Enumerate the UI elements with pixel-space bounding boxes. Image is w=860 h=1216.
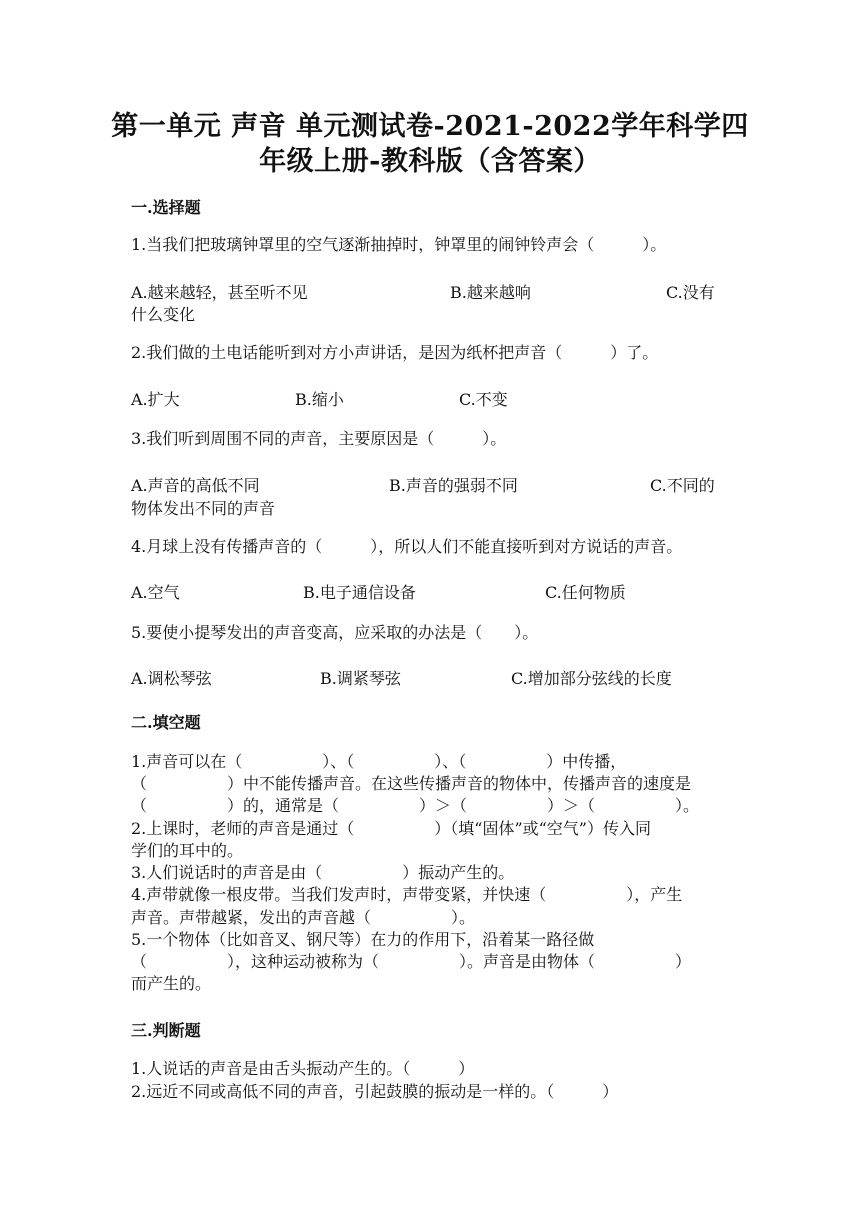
true-false-item: 2.远近不同或高低不同的声音，引起鼓膜的振动是一样的。（ ） xyxy=(131,1082,619,1101)
option-c-continued: 什么变化 xyxy=(131,305,196,324)
section-heading-true-false: 三.判断题 xyxy=(131,1021,201,1040)
fill-blank-line: 学们的耳中的。 xyxy=(131,841,244,860)
document-title-line-2: 年级上册-教科版（含答案） xyxy=(259,146,601,177)
option-b: B.调紧琴弦 xyxy=(320,669,401,688)
option-a: A.声音的高低不同 xyxy=(131,476,260,495)
fill-blank-line: 而产生的。 xyxy=(131,974,212,993)
option-c: C.没有 xyxy=(666,283,715,302)
fill-blank-line: 3.人们说话时的声音是由（ ）振动产生的。 xyxy=(131,863,515,882)
question-stem: 5.要使小提琴发出的声音变高，应采取的办法是（ ）。 xyxy=(131,623,539,642)
document-title-line-1: 第一单元 声音 单元测试卷-2021-2022学年科学四 xyxy=(111,111,749,142)
option-c: C.不同的 xyxy=(650,476,715,495)
option-c: C.任何物质 xyxy=(545,583,626,602)
section-heading-fill-blank: 二.填空题 xyxy=(131,713,201,732)
section-heading-choice: 一.选择题 xyxy=(131,198,201,217)
fill-blank-line: （ ）的，通常是（ ）＞（ ）＞（ ）。 xyxy=(131,796,700,815)
fill-blank-line: 声音。声带越紧，发出的声音越（ ）。 xyxy=(131,908,476,927)
fill-blank-line: 4.声带就像一根皮带。当我们发声时，声带变紧，并快速（ ），产生 xyxy=(131,885,683,904)
option-a: A.空气 xyxy=(131,583,180,602)
fill-blank-line: 2.上课时，老师的声音是通过（ ）（填“固体”或“空气”）传入同 xyxy=(131,819,651,838)
question-stem: 3.我们听到周围不同的声音，主要原因是（ ）。 xyxy=(131,429,507,448)
option-c: C.增加部分弦线的长度 xyxy=(511,669,672,688)
option-a: A.扩大 xyxy=(131,390,180,409)
option-b: B.越来越响 xyxy=(450,283,531,302)
question-stem: 1.当我们把玻璃钟罩里的空气逐渐抽掉时，钟罩里的闹钟铃声会（ ）。 xyxy=(131,235,667,254)
fill-blank-line: （ ），这种运动被称为（ ）。声音是由物体（ ） xyxy=(131,952,692,971)
option-c: C.不变 xyxy=(459,390,508,409)
fill-blank-line: 5.一个物体（比如音叉、钢尺等）在力的作用下，沿着某一路径做 xyxy=(131,930,595,949)
question-stem: 4.月球上没有传播声音的（ ），所以人们不能直接听到对方说话的声音。 xyxy=(131,537,683,556)
option-a: A.调松琴弦 xyxy=(131,669,212,688)
fill-blank-line: （ ）中不能传播声音。在这些传播声音的物体中，传播声音的速度是 xyxy=(131,774,692,793)
option-b: B.缩小 xyxy=(295,390,344,409)
fill-blank-line: 1.声音可以在（ ）、（ ）、（ ）中传播， xyxy=(131,752,627,771)
option-a: A.越来越轻，甚至听不见 xyxy=(131,283,308,302)
question-stem: 2.我们做的土电话能听到对方小声讲话，是因为纸杯把声音（ ）了。 xyxy=(131,343,659,362)
option-c-continued: 物体发出不同的声音 xyxy=(131,499,276,518)
option-b: B.电子通信设备 xyxy=(303,583,416,602)
option-b: B.声音的强弱不同 xyxy=(389,476,518,495)
true-false-item: 1.人说话的声音是由舌头振动产生的。（ ） xyxy=(131,1059,475,1078)
